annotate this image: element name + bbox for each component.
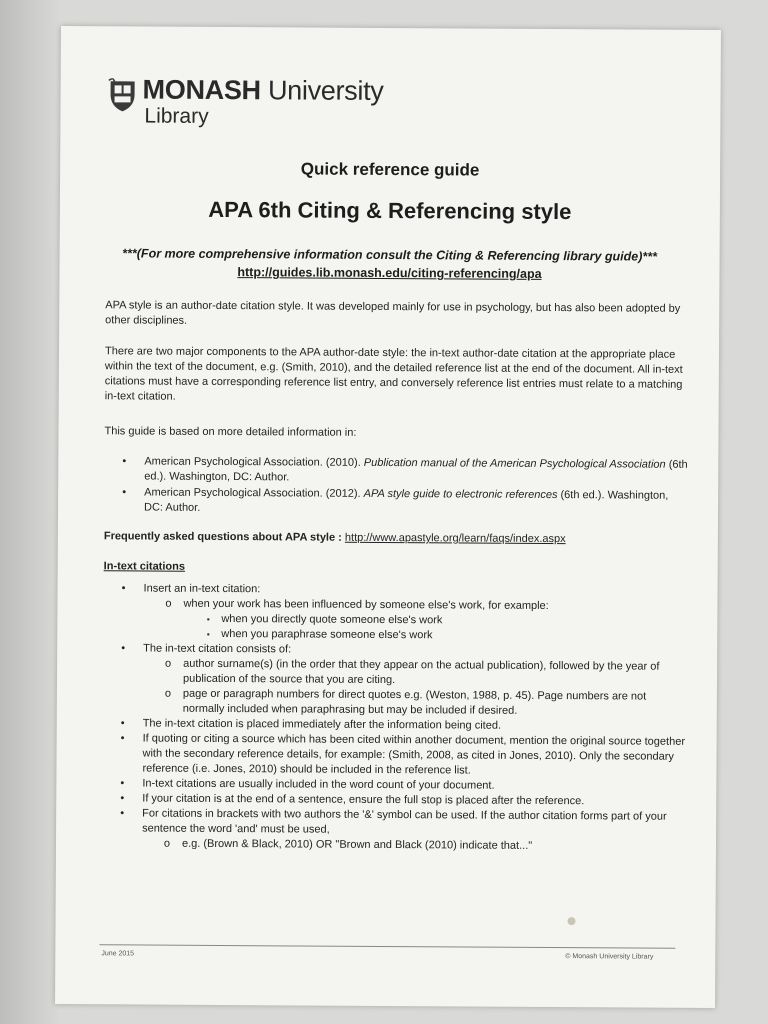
list-item-text: page or paragraph numbers for direct quotes e.g. (Weston, 1988, p. 45). Page numbers are not normally included when paraphrasing but may be included if desired. — [182, 687, 647, 717]
list-item-text: If quoting or citing a source which has been cited within another document, mention the original source together with the secondary reference details, for example: (Smith, 2008, as cited in Jones, 2010). Only the secondary reference (i.e. Jones, 2010) should be included in the reference list. — [142, 732, 686, 777]
list-item — [102, 806, 688, 840]
square-bullet-icon: ▪ — [206, 614, 210, 624]
in-text-citation-list — [102, 581, 690, 855]
brand-library: Library — [144, 104, 209, 128]
list-item-text: when you paraphrase someone else's work — [221, 627, 433, 642]
list-item: • American Psychological Association. (2010). Publication manual of the American Psychological Association (6th ed.). Washington, DC: Author. — [104, 454, 690, 488]
intro-paragraph-2: There are two major components to the APA author-date style: the in-text author-date citation at the appropriate place within the text of the document, e.g. (Smith, 2010), and the detailed reference list at the end of the document. All in-text citations must have a corresponding reference list entry, and conversely reference list entries must relate to a matching in-text citation. — [104, 345, 683, 403]
bullet-icon: • — [122, 455, 127, 468]
bullet-icon: • — [121, 582, 126, 595]
list-item: • American Psychological Association. (2012). APA style guide to electronic references (6th ed.). Washington, DC: Author. — [104, 485, 690, 519]
guide-subtitle: Quick reference guide — [300, 159, 480, 180]
consult-note: ***(For more comprehensive information consult the Citing & Referencing library guide)*** — [122, 246, 658, 264]
circle-bullet-icon: o — [163, 837, 171, 850]
intro-paragraph-3: This guide is based on more detailed information in: — [104, 425, 357, 439]
footer-owner: © Monash University Library — [565, 953, 654, 961]
monash-crest-icon — [108, 78, 136, 112]
intro-paragraph-1: APA style is an author-date citation style. It was developed mainly for use in psychology, but has also been adopted by other disciplines. — [105, 299, 681, 327]
list-item — [153, 687, 689, 720]
list-item-text: The in-text citation consists of: — [143, 642, 292, 656]
brand-name — [143, 74, 384, 105]
list-item-text: If your citation is at the end of a sentence, ensure the full stop is placed after the reference. — [142, 792, 585, 808]
bullet-icon: • — [120, 807, 125, 820]
list-item — [153, 657, 689, 690]
bullet-icon: • — [122, 486, 127, 499]
faq-label: Frequently asked questions about APA style : — [103, 530, 342, 544]
bullet-icon: • — [120, 792, 125, 805]
scan-edge-shadow — [0, 0, 60, 1024]
list-item-text: when your work has been influenced by someone else's work, for example: — [183, 597, 549, 612]
footer-divider — [99, 944, 675, 949]
list-item — [102, 731, 688, 780]
circle-bullet-icon: o — [165, 597, 172, 610]
list-item-text: For citations in brackets with two authors the '&' symbol can be used. If the author citation forms part of your sentence the word 'and' must be used, — [142, 807, 667, 836]
document-page — [55, 26, 721, 1008]
brand-monash: MONASH — [142, 74, 261, 106]
section-heading-in-text: In-text citations — [103, 560, 186, 573]
list-item-text: e.g. (Brown & Black, 2010) OR "Brown and Black (2010) indicate that..." — [181, 837, 533, 852]
list-item-text: when you directly quote someone else's work — [221, 612, 443, 627]
list-item-text: In-text citations are usually included in the word count of your document. — [142, 777, 495, 792]
footer-date: June 2015 — [101, 950, 135, 958]
page-title: APA 6th Citing & Referencing style — [208, 196, 572, 225]
faq-link[interactable]: http://www.apastyle.org/learn/faqs/index.aspx — [344, 531, 566, 546]
brand-university: University — [260, 75, 384, 106]
list-item-text: author surname(s) (in the order that they appear on the actual publication), followed by the year of publication of the source that you are citing. — [182, 657, 660, 687]
list-item-text: Insert an in-text citation: — [143, 582, 261, 596]
square-bullet-icon: ▪ — [206, 629, 210, 639]
list-item — [152, 837, 688, 855]
circle-bullet-icon: o — [165, 657, 172, 670]
faq-line — [104, 529, 690, 548]
bullet-icon: • — [120, 717, 125, 730]
circle-bullet-icon: o — [164, 687, 172, 700]
bullet-icon: • — [120, 777, 125, 790]
library-guide-link[interactable]: http://guides.lib.monash.edu/citing-referencing/apa — [237, 265, 542, 281]
source-list — [104, 454, 690, 520]
scan-smudge — [568, 917, 576, 925]
bullet-icon: • — [120, 732, 125, 745]
list-item-text: The in-text citation is placed immediately after the information being cited. — [142, 717, 502, 732]
bullet-icon: • — [121, 642, 126, 655]
monash-logo — [108, 74, 383, 130]
